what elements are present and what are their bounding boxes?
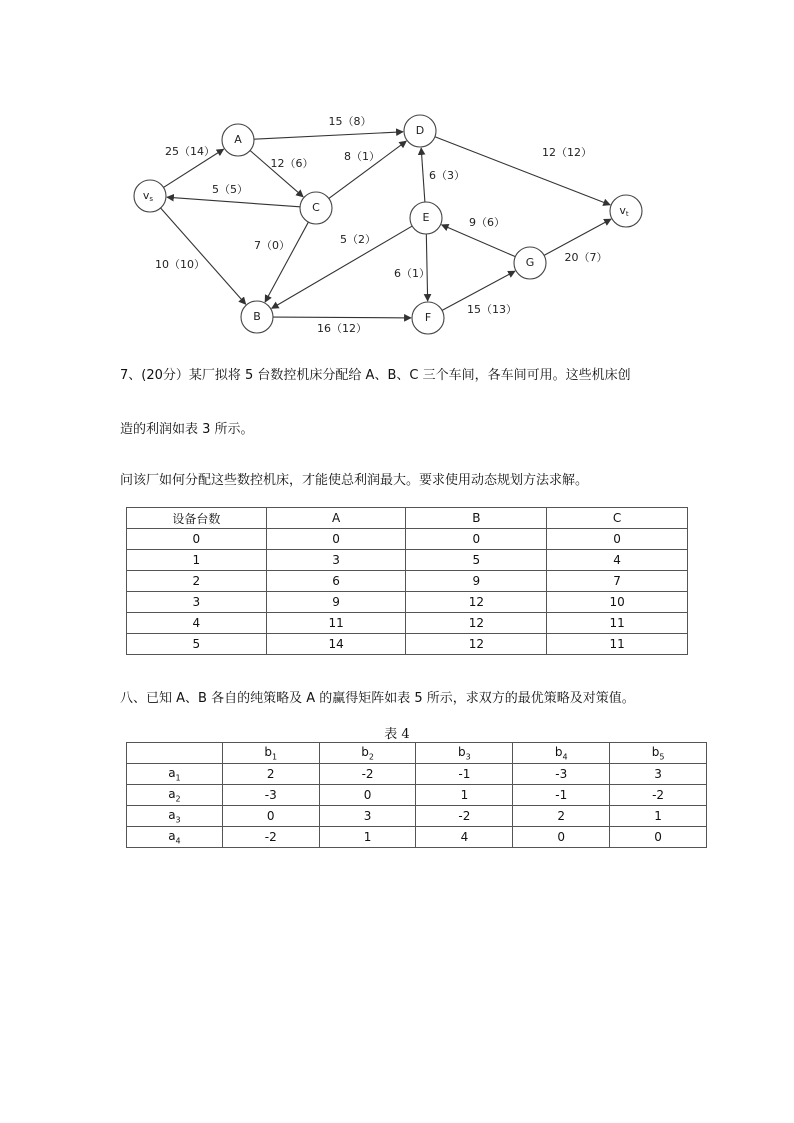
table-cell: 11 bbox=[547, 613, 688, 634]
table-cell: 12 bbox=[406, 613, 547, 634]
edge-E-D bbox=[421, 148, 425, 202]
table-cell: 0 bbox=[547, 529, 688, 550]
node-F bbox=[412, 302, 444, 334]
table-cell: 9 bbox=[266, 592, 406, 613]
column-header: $b_1$ bbox=[222, 743, 319, 764]
edge-A-D bbox=[254, 132, 403, 139]
edge-label-C-vs: 5（5） bbox=[212, 183, 248, 196]
edge-B-F bbox=[273, 317, 411, 318]
node-label: F bbox=[424, 311, 432, 324]
row-header: $a_4$ bbox=[127, 827, 223, 848]
table4-caption: 表 4 bbox=[384, 727, 410, 742]
edge-label-A-C: 12（6） bbox=[270, 157, 314, 170]
network-flow-diagram bbox=[0, 0, 794, 345]
node-label: $v_t$ bbox=[619, 204, 629, 218]
table-cell: 2 bbox=[127, 571, 267, 592]
node-D bbox=[404, 115, 436, 147]
row-header: $a_2$ bbox=[127, 785, 223, 806]
node-label: E bbox=[422, 211, 430, 224]
node-G bbox=[514, 247, 546, 279]
edge-label-C-B: 7（0） bbox=[254, 239, 290, 252]
profit-table bbox=[126, 507, 688, 655]
table-cell: 0 bbox=[266, 529, 406, 550]
edge-label-G-vt: 20（7） bbox=[564, 251, 608, 264]
edge-label-E-B: 5（2） bbox=[340, 233, 376, 246]
edge-G-vt bbox=[544, 219, 611, 255]
edge-label-E-F: 6（1） bbox=[394, 267, 430, 280]
q7-line2: 造的利润如表 3 所示。 bbox=[120, 422, 254, 437]
column-header: $b_3$ bbox=[416, 743, 513, 764]
node-label: G bbox=[525, 256, 535, 269]
table-cell: 0 bbox=[513, 827, 610, 848]
table-header-row bbox=[127, 508, 688, 529]
table-cell: 2 bbox=[222, 764, 319, 785]
column-header: B bbox=[406, 508, 547, 529]
column-header: $b_4$ bbox=[513, 743, 610, 764]
table-row bbox=[127, 550, 688, 571]
table-cell: 4 bbox=[127, 613, 267, 634]
table-cell: 6 bbox=[266, 571, 406, 592]
table-row bbox=[127, 592, 688, 613]
table-cell: -2 bbox=[222, 827, 319, 848]
node-E bbox=[410, 202, 442, 234]
table-cell: 0 bbox=[222, 806, 319, 827]
table-cell: 11 bbox=[547, 634, 688, 655]
row-header: $a_1$ bbox=[127, 764, 223, 785]
table-cell: 12 bbox=[406, 592, 547, 613]
table-row bbox=[127, 764, 707, 785]
q8-line1: 八、已知 A、B 各自的纯策略及 A 的赢得矩阵如表 5 所示，求双方的最优策略及对策值。 bbox=[120, 691, 635, 706]
edge-label-D-vt: 12（12） bbox=[542, 146, 592, 159]
column-header: C bbox=[547, 508, 688, 529]
node-label: A bbox=[234, 133, 242, 146]
edge-C-B bbox=[265, 222, 308, 302]
table-cell: 0 bbox=[610, 827, 707, 848]
table-cell: 1 bbox=[610, 806, 707, 827]
edge-label-vs-A: 25（14） bbox=[165, 145, 215, 158]
table-cell: 4 bbox=[547, 550, 688, 571]
table-row bbox=[127, 634, 688, 655]
table-cell: 4 bbox=[416, 827, 513, 848]
column-header: 设备台数 bbox=[127, 508, 267, 529]
edge-label-E-D: 6（3） bbox=[429, 169, 465, 182]
q7-line3: 问该厂如何分配这些数控机床，才能使总利润最大。要求使用动态规划方法求解。 bbox=[120, 473, 589, 488]
edge-label-A-D: 15（8） bbox=[328, 115, 372, 128]
table-cell: 0 bbox=[406, 529, 547, 550]
table-cell: -3 bbox=[222, 785, 319, 806]
table-row bbox=[127, 613, 688, 634]
node-label: $v_s$ bbox=[142, 189, 154, 203]
column-header: $b_5$ bbox=[610, 743, 707, 764]
table-cell: -2 bbox=[416, 806, 513, 827]
table-cell: 10 bbox=[547, 592, 688, 613]
table-row bbox=[127, 806, 707, 827]
table-cell: 12 bbox=[406, 634, 547, 655]
table-cell: 7 bbox=[547, 571, 688, 592]
node-label: D bbox=[415, 124, 425, 137]
edge-label-F-G: 15（13） bbox=[467, 303, 517, 316]
corner-cell bbox=[127, 743, 223, 764]
table-row bbox=[127, 827, 707, 848]
node-label: C bbox=[312, 201, 320, 214]
table-cell: 9 bbox=[406, 571, 547, 592]
table-cell: 1 bbox=[319, 827, 416, 848]
column-header: A bbox=[266, 508, 406, 529]
payoff-matrix-table bbox=[126, 742, 707, 848]
table-cell: -2 bbox=[610, 785, 707, 806]
node-label: B bbox=[253, 310, 261, 323]
edge-label-B-F: 16（12） bbox=[317, 322, 367, 335]
edge-label-vs-B: 10（10） bbox=[155, 258, 205, 271]
edge-vs-B bbox=[161, 208, 246, 304]
edge-label-C-D: 8（1） bbox=[344, 150, 380, 163]
node-vs bbox=[134, 180, 166, 212]
table-cell: 0 bbox=[319, 785, 416, 806]
table-row bbox=[127, 571, 688, 592]
table-row bbox=[127, 785, 707, 806]
node-A bbox=[222, 124, 254, 156]
table-cell: 1 bbox=[416, 785, 513, 806]
q7-line1: 7、(20分）某厂拟将 5 台数控机床分配给 A、B、C 三个车间，各车间可用。这些机床创 bbox=[120, 368, 631, 383]
table-cell: -2 bbox=[319, 764, 416, 785]
table-header-row bbox=[127, 743, 707, 764]
table-cell: 5 bbox=[127, 634, 267, 655]
edge-C-vs bbox=[167, 197, 300, 207]
table-cell: 2 bbox=[513, 806, 610, 827]
node-C bbox=[300, 192, 332, 224]
table-cell: 3 bbox=[127, 592, 267, 613]
table-cell: 3 bbox=[266, 550, 406, 571]
table-cell: 5 bbox=[406, 550, 547, 571]
table-cell: -3 bbox=[513, 764, 610, 785]
table-cell: 0 bbox=[127, 529, 267, 550]
node-vt bbox=[610, 195, 642, 227]
table-cell: 11 bbox=[266, 613, 406, 634]
table-cell: 3 bbox=[610, 764, 707, 785]
node-B bbox=[241, 301, 273, 333]
edge-G-E bbox=[442, 225, 516, 257]
table-cell: 1 bbox=[127, 550, 267, 571]
table-cell: -1 bbox=[416, 764, 513, 785]
row-header: $a_3$ bbox=[127, 806, 223, 827]
table-row bbox=[127, 529, 688, 550]
column-header: $b_2$ bbox=[319, 743, 416, 764]
table-cell: -1 bbox=[513, 785, 610, 806]
table-cell: 3 bbox=[319, 806, 416, 827]
table-cell: 14 bbox=[266, 634, 406, 655]
edge-label-G-E: 9（6） bbox=[469, 216, 505, 229]
